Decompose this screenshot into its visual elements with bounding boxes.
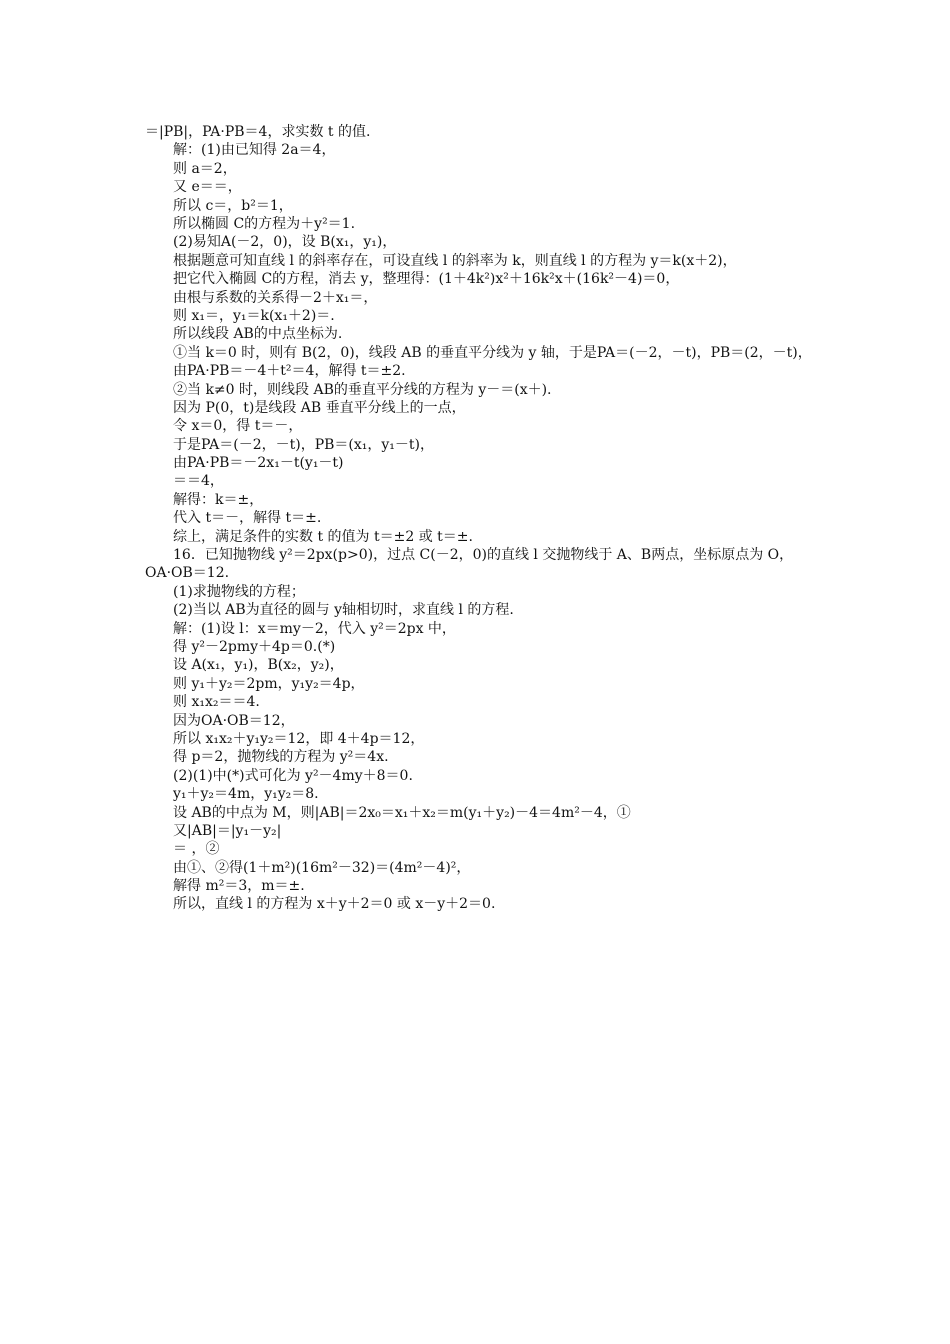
text-line: 根据题意可知直线 l 的斜率存在，可设直线 l 的斜率为 k，则直线 l 的方程为 y＝k(x＋2)，	[173, 252, 737, 269]
text-line: 则 y₁＋y₂＝2pm，y₁y₂＝4p，	[173, 675, 365, 692]
text-line: 16．已知抛物线 y²＝2px(p>0)，过点 C(－2，0)的直线 l 交抛物线于 A、B两点，坐标原点为 O，OA·OB＝12.	[145, 547, 794, 582]
text-line: 令 x＝0，得 t＝－，	[173, 418, 303, 435]
text-line: 因为OA·OB＝12，	[173, 712, 295, 729]
text-line: 把它代入椭圆 C的方程，消去 y，整理得：(1＋4k²)x²＋16k²x＋(16k²－4)＝0，	[173, 271, 680, 288]
text-line: 设 AB的中点为 M，则|AB|＝2x₀＝x₁＋x₂＝m(y₁＋y₂)－4＝4m²－4，①	[173, 804, 631, 821]
text-line: 综上，满足条件的实数 t 的值为 t＝±2 或 t＝±.	[173, 528, 473, 545]
text-line: 由①、②得(1＋m²)(16m²－32)＝(4m²－4)²，	[173, 859, 471, 876]
text-line: (2)易知A(－2，0)，设 B(x₁，y₁)，	[173, 234, 397, 251]
text-line: (2)当以 AB为直径的圆与 y轴相切时，求直线 l 的方程.	[173, 602, 514, 619]
text-line: 由根与系数的关系得－2＋x₁＝，	[173, 289, 378, 306]
text-line: 代入 t＝－，解得 t＝±.	[173, 510, 322, 527]
text-line: ②当 k≠0 时，则线段 AB的垂直平分线的方程为 y－＝(x＋).	[173, 381, 552, 398]
text-line: 所以 c＝，b²＝1，	[173, 197, 293, 214]
text-line: 又 e＝＝，	[173, 179, 242, 196]
text-line: ＝ ，②	[173, 841, 220, 858]
text-line: ＝|PB|，PA·PB＝4，求实数 t 的值.	[145, 124, 371, 140]
text-line: 得 p＝2，抛物线的方程为 y²＝4x.	[173, 749, 389, 766]
text-line: (1)求抛物线的方程；	[173, 583, 305, 600]
text-line: 因为 P(0，t)是线段 AB 垂直平分线上的一点，	[173, 399, 466, 416]
text-line: y₁＋y₂＝4m，y₁y₂＝8.	[173, 786, 319, 803]
text-line: 由PA·PB＝－2x₁－t(y₁－t)	[173, 455, 344, 472]
text-line: 则 x₁x₂＝＝4.	[173, 694, 260, 711]
text-line: 解：(1)设 l：x＝my－2，代入 y²＝2px 中，	[173, 620, 456, 637]
text-line: 则 a＝2，	[173, 160, 237, 177]
text-line: 则 x₁＝，y₁＝k(x₁＋2)＝.	[173, 307, 335, 324]
text-line: 所以椭圆 C的方程为＋y²＝1.	[173, 215, 356, 232]
text-line: 得 y²－2pmy＋4p＝0.(*)	[173, 639, 336, 655]
text-line: 解得：k＝±，	[173, 491, 264, 508]
text-line: 由PA·PB＝－4＋t²＝4，解得 t＝±2.	[173, 363, 406, 380]
text-line: 解：(1)由已知得 2a＝4，	[173, 142, 336, 159]
text-line: 所以线段 AB的中点坐标为.	[173, 326, 343, 343]
solution-text	[145, 123, 815, 914]
text-line: (2)(1)中(*)式可化为 y²－4my＋8＝0.	[173, 767, 413, 784]
text-line: 所以，直线 l 的方程为 x＋y＋2＝0 或 x－y＋2＝0.	[173, 896, 496, 913]
text-line: ＝＝4，	[173, 473, 224, 490]
text-line: ①当 k＝0 时，则有 B(2，0)，线段 AB 的垂直平分线为 y 轴，于是PA＝(－2，－t)，PB＝(2，－t)，	[173, 344, 812, 361]
text-line: 解得 m²＝3，m＝±.	[173, 878, 305, 895]
text-line: 所以 x₁x₂＋y₁y₂＝12，即 4＋4p＝12，	[173, 730, 425, 747]
text-line: 设 A(x₁，y₁)，B(x₂，y₂)，	[173, 657, 344, 674]
text-line: 于是PA＝(－2，－t)，PB＝(x₁，y₁－t)，	[173, 436, 434, 453]
text-line: 又|AB|＝|y₁－y₂|	[173, 822, 282, 839]
